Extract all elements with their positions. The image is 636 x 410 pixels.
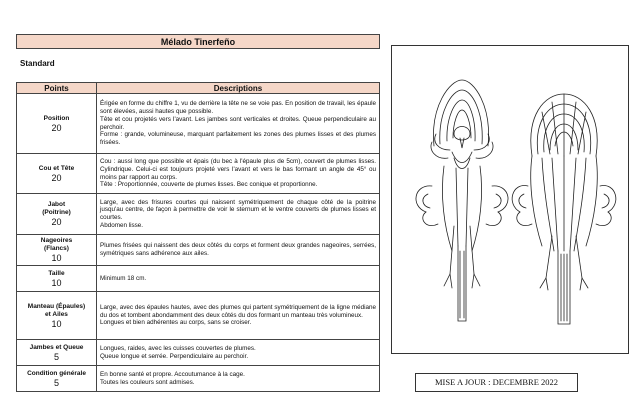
description-line: Queue longue et serrée. Perpendiculaire au perchoir. (100, 352, 249, 360)
criterion-points: 20 (51, 172, 62, 183)
standard-subtitle: Standard (20, 59, 55, 68)
description-line: Minimum 18 cm. (100, 274, 147, 282)
criterion-points: 5 (53, 351, 59, 362)
description-line: En bonne santé et propre. Accoutumance à la cage. (100, 370, 245, 378)
canary-sketch-image (392, 46, 628, 353)
criterion-points: 10 (51, 277, 62, 288)
header-points: Points (17, 83, 97, 94)
criterion-description (97, 154, 380, 194)
table-row (17, 94, 380, 154)
criterion-name: Jabot (47, 201, 66, 208)
criterion-description (97, 340, 380, 366)
criterion-name: et Ailes (45, 310, 68, 318)
criterion-points: 20 (51, 122, 62, 133)
standard-table (16, 82, 380, 392)
criterion-cell (17, 235, 97, 266)
criterion-cell (17, 194, 97, 235)
criterion-name: (Flancs) (44, 245, 69, 252)
criterion-description (97, 292, 380, 340)
criterion-name: Manteau (Épaules) (27, 302, 86, 310)
criterion-name: Taille (48, 269, 65, 277)
canary-illustration-frame (391, 45, 629, 354)
header-descriptions: Descriptions (97, 83, 380, 94)
criterion-description (97, 366, 380, 392)
criterion-cell (17, 266, 97, 292)
criterion-cell (17, 366, 97, 392)
description-line: Longues, raides, avec les cuisses couvertes de plumes. (100, 344, 256, 352)
canary-front-view (416, 80, 508, 321)
criterion-name: (Poitrine) (42, 209, 71, 216)
criterion-name: Cou et Tête (38, 164, 75, 172)
description-line: Longues et bien adhérentes au corps, sans se croiser. (100, 319, 252, 327)
table-row (17, 366, 380, 392)
criterion-name: Nageoires (40, 237, 73, 244)
description-line: Toutes les couleurs sont admises. (100, 378, 195, 386)
table-row (17, 266, 380, 292)
description-line: Large, avec des épaules hautes, avec des plumes qui partent symétriquement de la ligne médiane du dos et tombent abondamment des deux côtés du dos formant un manteau très volumineux. (100, 303, 376, 319)
standard-title: Mélado Tinerfeño (16, 34, 380, 49)
criterion-cell (17, 292, 97, 340)
description-line: Érigée en forme du chiffre 1, vu de derrière la tête ne se voie pas. En position de travail, les épaule sont élevées, aussi hautes que possible. (100, 100, 376, 116)
description-line: Plumes frisées qui naissent des deux côtés du corps et forment deux grandes nageoires, serrées, symétriques sans adhérence aux ailes. (100, 242, 376, 257)
criterion-cell (17, 154, 97, 194)
description-line: Forme : grande, volumineuse, marquant parfaitement les zones des plumes lisses et des plumes frisées. (100, 131, 376, 146)
criterion-description (97, 235, 380, 266)
update-date-note: MISE A JOUR : DECEMBRE 2022 (415, 373, 578, 392)
table-row (17, 235, 380, 266)
criterion-name: Condition générale (27, 369, 86, 377)
criterion-description (97, 266, 380, 292)
canary-back-view (512, 94, 616, 324)
description-line: Abdomen lisse. (100, 221, 144, 229)
criterion-points: 10 (51, 318, 62, 329)
description-line: Cou : aussi long que possible et épais (du bec à l'épaule plus de 5cm), couvert de plumes lisses. Cylindrique. Celui-ci est toujours projeté vers l'avant et vers le bas formant un angle de 45° ou moins par rapport au corps. (100, 158, 376, 181)
description-line: Tête : Proportionnée, couverte de plumes lisses. Bec conique et proportionne. (100, 181, 318, 189)
table-row (17, 292, 380, 340)
table-row (17, 194, 380, 235)
criterion-description (97, 94, 380, 154)
criterion-cell (17, 94, 97, 154)
description-line: Large, avec des frisures courtes qui naissent symétriquement de chaque côté de la poitrine jusqu'au centre, de façon à permettre de voir le sternum et le ventre couverts de plumes lisses et courtes. (100, 198, 376, 221)
criterion-name: Jambes et Queue (29, 343, 84, 351)
criterion-points: 10 (51, 253, 62, 263)
table-row (17, 340, 380, 366)
criterion-name: Position (43, 114, 70, 122)
criterion-description (97, 194, 380, 235)
criterion-points: 5 (53, 377, 59, 388)
criterion-cell (17, 340, 97, 366)
table-header-row (17, 83, 380, 94)
table-row (17, 154, 380, 194)
criterion-points: 20 (51, 217, 62, 227)
description-line: Tête et cou projetés vers l'avant. Les jambes sont verticales et droites. Queue perpendiculaire au perchoir. (100, 115, 376, 131)
